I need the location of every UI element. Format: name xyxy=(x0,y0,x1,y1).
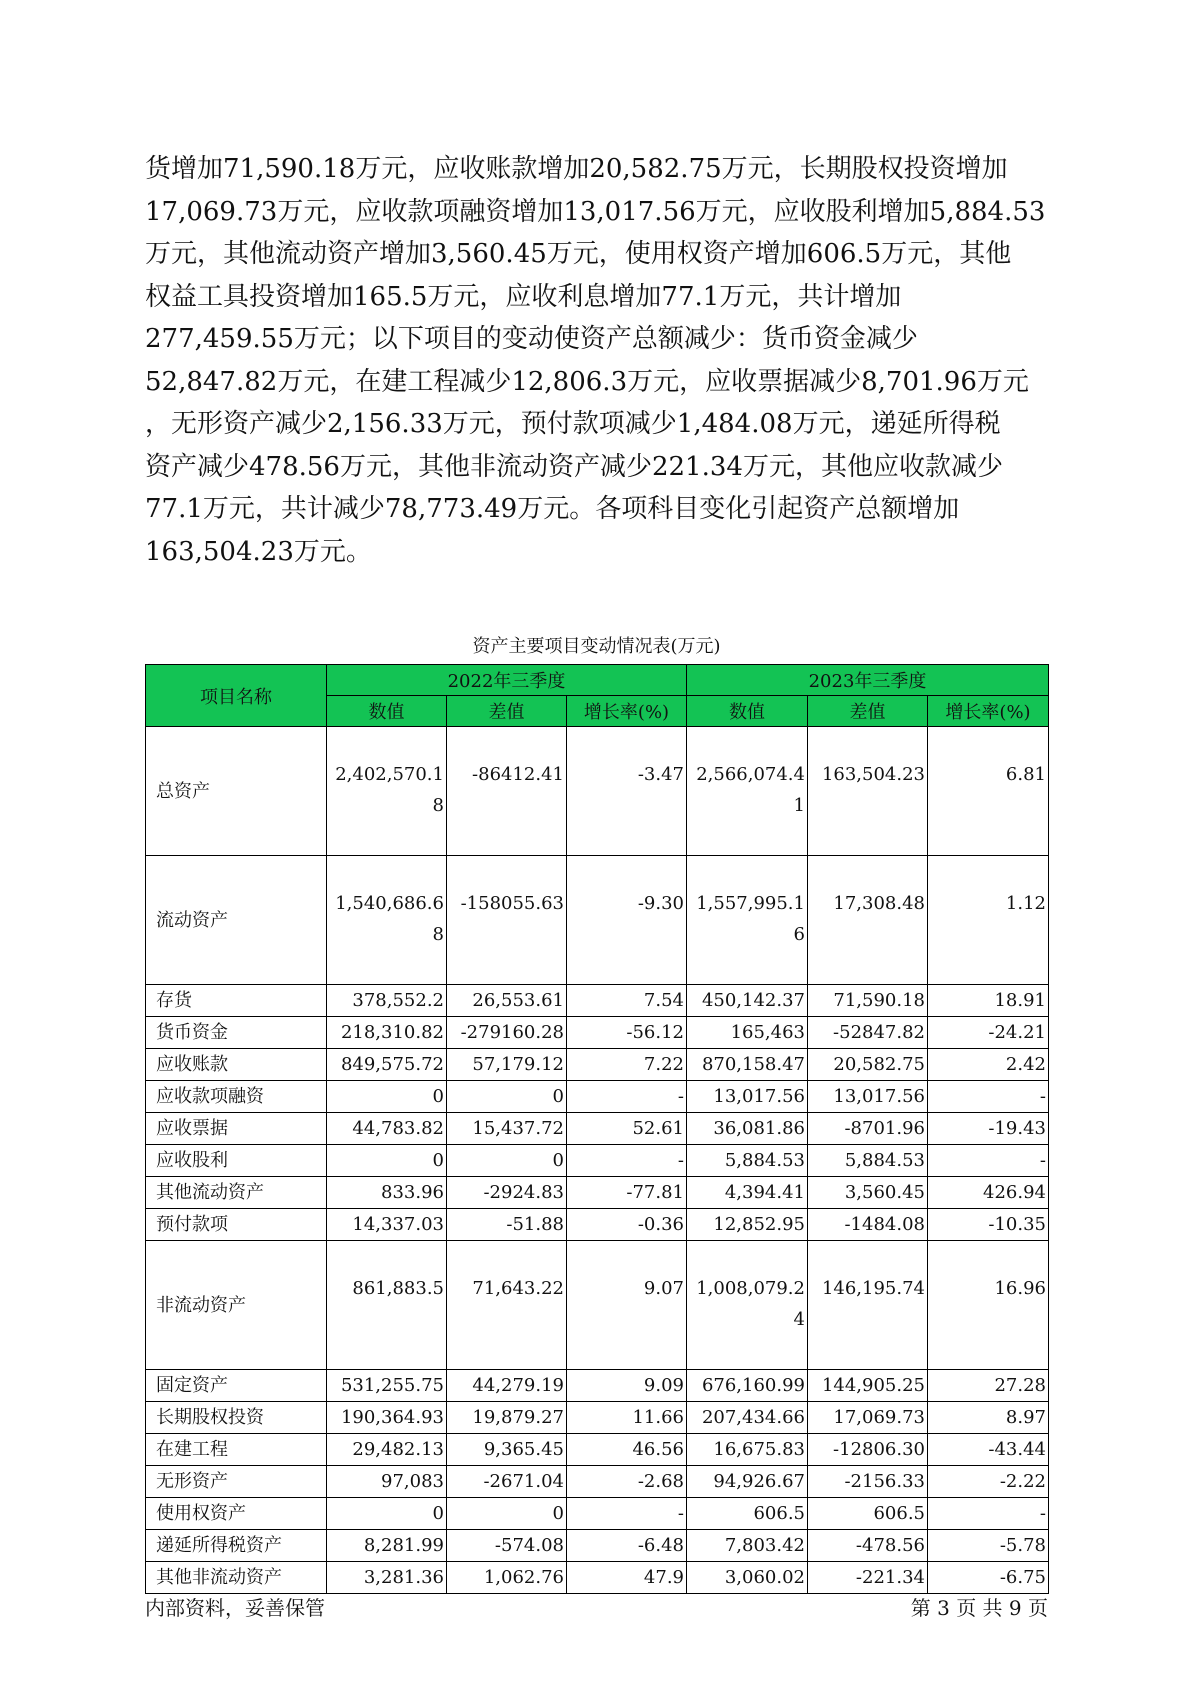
cell-d2: -1484.08 xyxy=(808,1209,928,1241)
cell-v2: 13,017.56 xyxy=(687,1081,808,1113)
cell-g1: 52.61 xyxy=(567,1113,687,1145)
cell-d2: 17,308.48 xyxy=(808,856,928,985)
cell-g2: -43.44 xyxy=(928,1434,1049,1466)
table-row xyxy=(146,985,1049,1017)
cell-v1: 3,281.36 xyxy=(327,1562,447,1594)
row-item-name: 在建工程 xyxy=(146,1434,327,1466)
cell-d2: 3,560.45 xyxy=(808,1177,928,1209)
cell-g1: - xyxy=(567,1498,687,1530)
cell-g1: 7.22 xyxy=(567,1049,687,1081)
cell-d1: -51.88 xyxy=(447,1209,567,1241)
table-row xyxy=(146,1017,1049,1049)
row-item-name: 流动资产 xyxy=(146,856,327,985)
cell-g2: 8.97 xyxy=(928,1402,1049,1434)
cell-v2: 36,081.86 xyxy=(687,1113,808,1145)
cell-g1: -2.68 xyxy=(567,1466,687,1498)
header-growth: 增长率(%) xyxy=(928,696,1049,727)
paragraph-line: 163,504.23万元。 xyxy=(145,536,372,567)
cell-d2: 163,504.23 xyxy=(808,727,928,856)
cell-v2: 3,060.02 xyxy=(687,1562,808,1594)
cell-g2: -2.22 xyxy=(928,1466,1049,1498)
header-value: 数值 xyxy=(687,696,808,727)
cell-g1: - xyxy=(567,1145,687,1177)
cell-d1: -86412.41 xyxy=(447,727,567,856)
table-row xyxy=(146,1498,1049,1530)
cell-g1: 47.9 xyxy=(567,1562,687,1594)
cell-g2: 2.42 xyxy=(928,1049,1049,1081)
cell-v2: 450,142.37 xyxy=(687,985,808,1017)
table-row xyxy=(146,727,1049,856)
cell-v1: 378,552.2 xyxy=(327,985,447,1017)
paragraph-line: 资产减少478.56万元，其他非流动资产减少221.34万元，其他应收款减少 xyxy=(145,451,1003,482)
cell-d2: 71,590.18 xyxy=(808,985,928,1017)
footer-confidential: 内部资料，妥善保管 xyxy=(145,1596,325,1620)
cell-d2: -221.34 xyxy=(808,1562,928,1594)
cell-g2: -6.75 xyxy=(928,1562,1049,1594)
cell-d2: -478.56 xyxy=(808,1530,928,1562)
cell-d1: 15,437.72 xyxy=(447,1113,567,1145)
cell-d2: -52847.82 xyxy=(808,1017,928,1049)
cell-v1: 531,255.75 xyxy=(327,1370,447,1402)
cell-d2: 20,582.75 xyxy=(808,1049,928,1081)
cell-v2: 1,008,079.24 xyxy=(687,1241,808,1370)
row-item-name: 长期股权投资 xyxy=(146,1402,327,1434)
cell-v1: 833.96 xyxy=(327,1177,447,1209)
cell-v2: 94,926.67 xyxy=(687,1466,808,1498)
header-diff: 差值 xyxy=(447,696,567,727)
cell-v2: 207,434.66 xyxy=(687,1402,808,1434)
cell-d1: 9,365.45 xyxy=(447,1434,567,1466)
table-row xyxy=(146,1530,1049,1562)
table-row xyxy=(146,1113,1049,1145)
header-value: 数值 xyxy=(327,696,447,727)
cell-g2: -19.43 xyxy=(928,1113,1049,1145)
cell-d2: -2156.33 xyxy=(808,1466,928,1498)
cell-v2: 16,675.83 xyxy=(687,1434,808,1466)
cell-d1: 44,279.19 xyxy=(447,1370,567,1402)
cell-d1: -574.08 xyxy=(447,1530,567,1562)
cell-v1: 0 xyxy=(327,1081,447,1113)
cell-d2: 144,905.25 xyxy=(808,1370,928,1402)
cell-v1: 8,281.99 xyxy=(327,1530,447,1562)
row-item-name: 总资产 xyxy=(146,727,327,856)
table-row xyxy=(146,1434,1049,1466)
cell-g1: -56.12 xyxy=(567,1017,687,1049)
row-item-name: 其他非流动资产 xyxy=(146,1562,327,1594)
cell-g1: -0.36 xyxy=(567,1209,687,1241)
cell-d2: 13,017.56 xyxy=(808,1081,928,1113)
cell-g2: 1.12 xyxy=(928,856,1049,985)
cell-d1: -158055.63 xyxy=(447,856,567,985)
table-row xyxy=(146,1049,1049,1081)
row-item-name: 使用权资产 xyxy=(146,1498,327,1530)
cell-v1: 14,337.03 xyxy=(327,1209,447,1241)
table-row xyxy=(146,856,1049,985)
cell-v2: 5,884.53 xyxy=(687,1145,808,1177)
cell-g1: 7.54 xyxy=(567,985,687,1017)
asset-change-table xyxy=(145,664,1049,1594)
cell-d1: 71,643.22 xyxy=(447,1241,567,1370)
row-item-name: 非流动资产 xyxy=(146,1241,327,1370)
cell-g2: 426.94 xyxy=(928,1177,1049,1209)
table-row xyxy=(146,1466,1049,1498)
cell-g1: 9.09 xyxy=(567,1370,687,1402)
header-diff: 差值 xyxy=(808,696,928,727)
cell-v1: 2,402,570.18 xyxy=(327,727,447,856)
cell-g2: - xyxy=(928,1145,1049,1177)
table-row xyxy=(146,1177,1049,1209)
cell-v2: 7,803.42 xyxy=(687,1530,808,1562)
cell-d1: -2671.04 xyxy=(447,1466,567,1498)
table-row xyxy=(146,1402,1049,1434)
table-row xyxy=(146,1562,1049,1594)
cell-g1: -6.48 xyxy=(567,1530,687,1562)
cell-v1: 849,575.72 xyxy=(327,1049,447,1081)
footer-page-number: 第 3 页 共 9 页 xyxy=(910,1596,1048,1620)
cell-d1: -2924.83 xyxy=(447,1177,567,1209)
cell-v2: 676,160.99 xyxy=(687,1370,808,1402)
cell-v1: 29,482.13 xyxy=(327,1434,447,1466)
cell-g2: 6.81 xyxy=(928,727,1049,856)
cell-d2: 5,884.53 xyxy=(808,1145,928,1177)
cell-d1: 0 xyxy=(447,1498,567,1530)
paragraph-line: ，无形资产减少2,156.33万元，预付款项减少1,484.08万元，递延所得税 xyxy=(145,409,1001,439)
cell-g2: 27.28 xyxy=(928,1370,1049,1402)
row-item-name: 应收票据 xyxy=(146,1113,327,1145)
cell-v1: 1,540,686.68 xyxy=(327,856,447,985)
cell-d2: 606.5 xyxy=(808,1498,928,1530)
cell-v2: 1,557,995.16 xyxy=(687,856,808,985)
paragraph-line: 货增加71,590.18万元，应收账款增加20,582.75万元，长期股权投资增加 xyxy=(145,154,1008,184)
cell-d1: 19,879.27 xyxy=(447,1402,567,1434)
row-item-name: 预付款项 xyxy=(146,1209,327,1241)
cell-d2: 146,195.74 xyxy=(808,1241,928,1370)
header-item-name: 项目名称 xyxy=(146,665,327,727)
row-item-name: 存货 xyxy=(146,985,327,1017)
paragraph-line: 77.1万元，共计减少78,773.49万元。各项科目变化引起资产总额增加 xyxy=(145,494,960,524)
cell-g2: -10.35 xyxy=(928,1209,1049,1241)
cell-d1: -279160.28 xyxy=(447,1017,567,1049)
row-item-name: 无形资产 xyxy=(146,1466,327,1498)
body-paragraph xyxy=(145,148,1057,573)
cell-g2: 16.96 xyxy=(928,1241,1049,1370)
cell-d2: -12806.30 xyxy=(808,1434,928,1466)
cell-v2: 165,463 xyxy=(687,1017,808,1049)
paragraph-line: 277,459.55万元；以下项目的变动使资产总额减少：货币资金减少 xyxy=(145,324,918,354)
cell-d1: 0 xyxy=(447,1081,567,1113)
row-item-name: 货币资金 xyxy=(146,1017,327,1049)
cell-v2: 4,394.41 xyxy=(687,1177,808,1209)
cell-g1: -77.81 xyxy=(567,1177,687,1209)
cell-g2: -5.78 xyxy=(928,1530,1049,1562)
cell-g2: 18.91 xyxy=(928,985,1049,1017)
table-row xyxy=(146,1370,1049,1402)
cell-v2: 12,852.95 xyxy=(687,1209,808,1241)
row-item-name: 应收账款 xyxy=(146,1049,327,1081)
cell-g1: -3.47 xyxy=(567,727,687,856)
paragraph-line: 52,847.82万元，在建工程减少12,806.3万元，应收票据减少8,701.96万元 xyxy=(145,366,1029,397)
cell-d2: 17,069.73 xyxy=(808,1402,928,1434)
cell-d2: -8701.96 xyxy=(808,1113,928,1145)
cell-g2: -24.21 xyxy=(928,1017,1049,1049)
row-item-name: 应收股利 xyxy=(146,1145,327,1177)
cell-v1: 0 xyxy=(327,1145,447,1177)
cell-v2: 870,158.47 xyxy=(687,1049,808,1081)
cell-g1: - xyxy=(567,1081,687,1113)
cell-v2: 2,566,074.41 xyxy=(687,727,808,856)
cell-v1: 190,364.93 xyxy=(327,1402,447,1434)
paragraph-line: 权益工具投资增加165.5万元，应收利息增加77.1万元，共计增加 xyxy=(145,281,902,312)
header-growth: 增长率(%) xyxy=(567,696,687,727)
table-caption: 资产主要项目变动情况表(万元) xyxy=(472,636,721,657)
cell-d1: 1,062.76 xyxy=(447,1562,567,1594)
table-row xyxy=(146,1145,1049,1177)
row-item-name: 递延所得税资产 xyxy=(146,1530,327,1562)
row-item-name: 应收款项融资 xyxy=(146,1081,327,1113)
header-period-2022: 2022年三季度 xyxy=(327,665,687,696)
cell-d1: 57,179.12 xyxy=(447,1049,567,1081)
cell-g1: 46.56 xyxy=(567,1434,687,1466)
header-period-2023: 2023年三季度 xyxy=(687,665,1049,696)
cell-d1: 26,553.61 xyxy=(447,985,567,1017)
paragraph-line: 17,069.73万元，应收款项融资增加13,017.56万元，应收股利增加5,884.53 xyxy=(145,196,1046,227)
cell-v1: 97,083 xyxy=(327,1466,447,1498)
cell-g1: 11.66 xyxy=(567,1402,687,1434)
table-row xyxy=(146,1081,1049,1113)
cell-v2: 606.5 xyxy=(687,1498,808,1530)
table-row xyxy=(146,1209,1049,1241)
table-row xyxy=(146,1241,1049,1370)
cell-g1: 9.07 xyxy=(567,1241,687,1370)
cell-g1: -9.30 xyxy=(567,856,687,985)
cell-d1: 0 xyxy=(447,1145,567,1177)
cell-v1: 861,883.5 xyxy=(327,1241,447,1370)
cell-v1: 0 xyxy=(327,1498,447,1530)
cell-v1: 218,310.82 xyxy=(327,1017,447,1049)
row-item-name: 固定资产 xyxy=(146,1370,327,1402)
cell-g2: - xyxy=(928,1498,1049,1530)
cell-v1: 44,783.82 xyxy=(327,1113,447,1145)
row-item-name: 其他流动资产 xyxy=(146,1177,327,1209)
cell-g2: - xyxy=(928,1081,1049,1113)
paragraph-line: 万元，其他流动资产增加3,560.45万元，使用权资产增加606.5万元，其他 xyxy=(145,239,1012,269)
